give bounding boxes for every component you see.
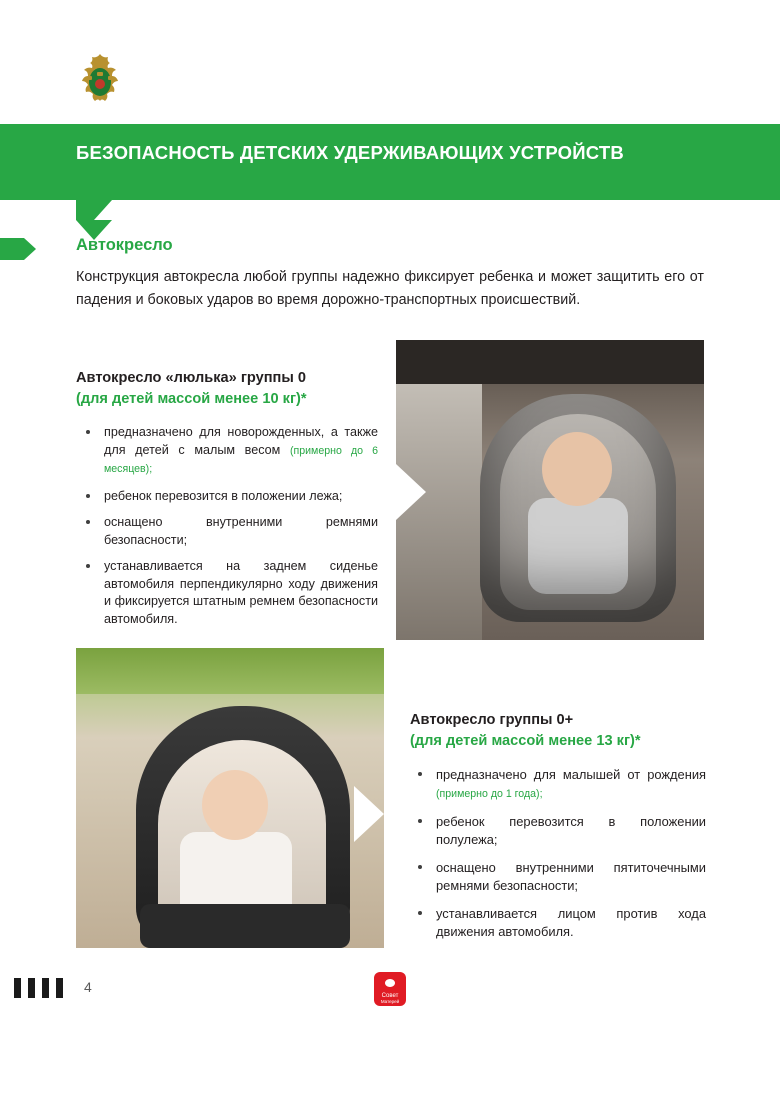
list-item: [78, 558, 378, 628]
list-item-text: ребенок перевозится в положении лежа;: [104, 488, 343, 503]
list-item: [78, 488, 378, 506]
list-item-text: ребенок перевозится в положении полулежа;: [436, 814, 706, 847]
footer-tick: [14, 978, 21, 998]
list-item: [410, 905, 706, 941]
footer-tick: [42, 978, 49, 998]
svg-text:Совет: Совет: [381, 993, 399, 999]
block2-title: [410, 710, 710, 752]
council-of-mothers-logo: [366, 972, 414, 1006]
photo1-shading: [480, 394, 676, 622]
photo2-baby-head: [202, 770, 268, 840]
page-title: БЕЗОПАСНОСТЬ ДЕТСКИХ УДЕРЖИВАЮЩИХ УСТРОЙСТВ: [76, 142, 624, 163]
band-notch-decoration: [76, 200, 112, 220]
section-title: Автокресло: [76, 236, 173, 254]
list-item: [78, 424, 378, 479]
intro-paragraph: Конструкция автокресла любой группы надежно фиксирует ребенка и может защитить его от падения и боковых ударов во время дорожно-транспортных происшествий.: [76, 269, 704, 308]
page-number: 4: [84, 979, 92, 995]
block2-list: [410, 766, 706, 951]
list-item: [410, 859, 706, 895]
photo1-top-shadow: [396, 340, 704, 384]
photo2-window-view: [76, 648, 384, 694]
list-item-text: устанавливается лицом против хода движения автомобиля.: [436, 906, 706, 939]
list-item: [410, 813, 706, 849]
block2-title-line2: (для детей массой менее 13 кг)*: [410, 733, 641, 749]
photo2-pointer-arrow: [354, 786, 384, 842]
list-item-text: предназначено для малышей от рождения: [436, 767, 706, 782]
photo1-pointer-arrow: [396, 464, 426, 520]
list-item-note: (примерно до 6 месяцев);: [104, 444, 378, 475]
svg-text:Матерей: Матерей: [380, 999, 400, 1004]
coat-of-arms-icon: [76, 52, 124, 110]
list-item-text: устанавливается на заднем сиденье автомобиля перпендикулярно ходу движения и фиксируется штатным ремнем безопасности автомобиля.: [104, 559, 378, 626]
list-item-text: оснащено внутренними пятиточечными ремнями безопасности;: [436, 860, 706, 893]
list-item-text: предназначено для новорожденных, а также для детей с малым весом: [104, 425, 378, 457]
footer-tick: [56, 978, 63, 998]
block1-title-line1: Автокресло «люлька» группы 0: [76, 370, 306, 386]
block1-list: [78, 424, 378, 637]
list-item-text: оснащено внутренними ремнями безопасности;: [104, 515, 378, 547]
list-item: [410, 766, 706, 803]
photo-rear-facing-seat: [76, 648, 384, 948]
photo-infant-carrier: [396, 340, 704, 640]
list-item-note: (примерно до 1 года);: [436, 788, 543, 800]
section-arrow-marker: [0, 238, 36, 260]
footer-tick: [28, 978, 35, 998]
block1-title-line2: (для детей массой менее 10 кг)*: [76, 391, 307, 407]
list-item: [78, 514, 378, 549]
photo2-seat-base: [140, 904, 350, 948]
block2-title-line1: Автокресло группы 0+: [410, 712, 574, 728]
block1-title: [76, 368, 396, 410]
footer-tick-marks: [14, 978, 63, 998]
